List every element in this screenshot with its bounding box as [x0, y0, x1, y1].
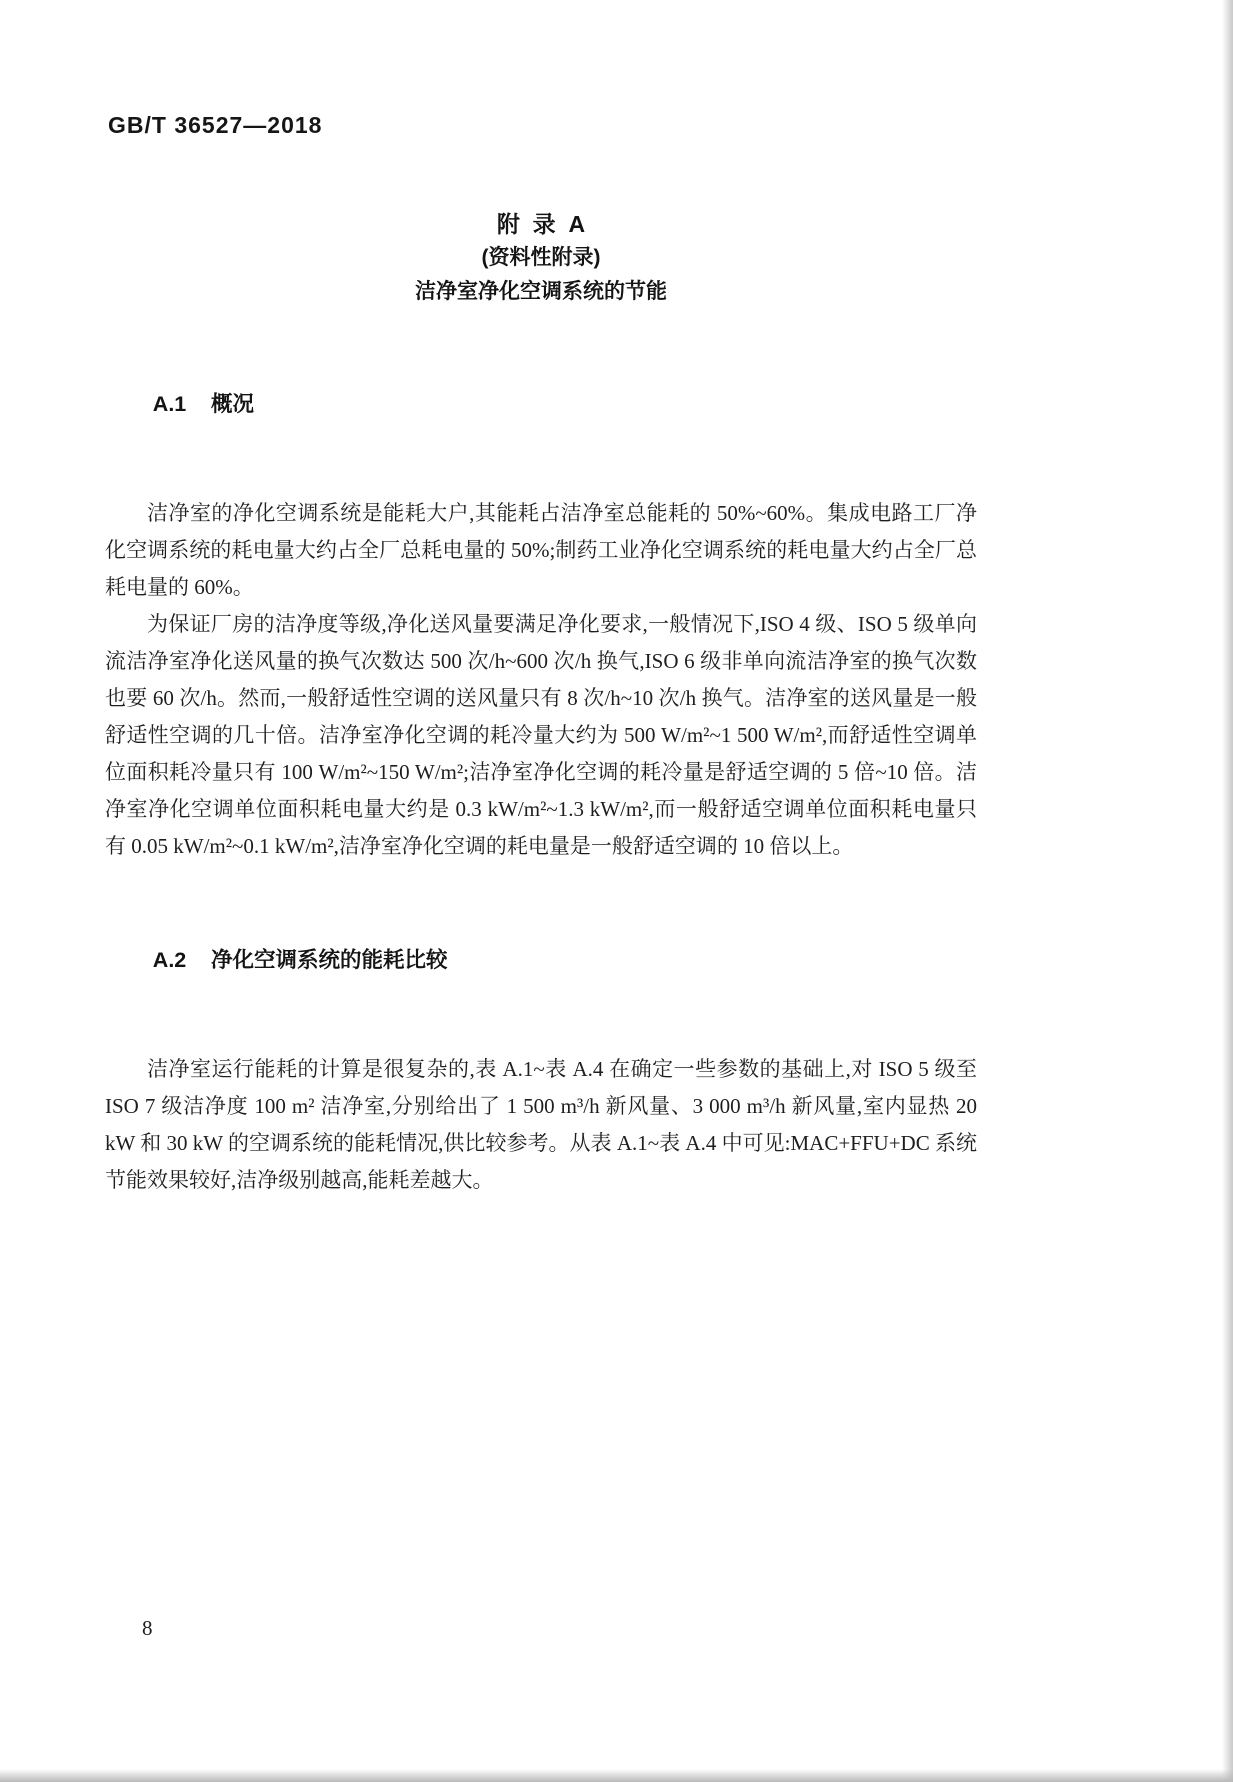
page-number: 8 [142, 1616, 153, 1640]
section-a2-number: A.2 [152, 948, 187, 972]
page-content [105, 207, 983, 1199]
section-a2 [105, 915, 983, 1199]
appendix-name: 洁净室净化空调系统的节能 [415, 280, 667, 303]
standard-number-header: GB/T 36527—2018 [108, 112, 323, 138]
section-a2-heading [105, 915, 977, 1005]
section-a1 [105, 359, 977, 865]
appendix-title-block [105, 207, 977, 309]
section-a2-paragraph-1: 洁净室运行能耗的计算是很复杂的,表 A.1~表 A.4 在确定一些参数的基础上,对 ISO 5 级至 ISO 7 级洁净度 100 m² 洁净室,分别给出了 1 500 m³/h 新风量、3 000 m³/h 新风量,室内显热 20 kW 和 30 kW 的空调系统的能耗情况,供比较参考。从表 A.1~表 A.4 中可见:MAC+FFU+DC 系统节能效果较好,洁净级别越高,能耗差越大。 [105, 1057, 983, 1192]
scan-edge-right [1222, 0, 1233, 1782]
section-a2-title: 净化空调系统的能耗比较 [210, 948, 448, 972]
section-a1-heading [105, 359, 977, 449]
scan-edge-bottom [0, 1769, 1233, 1782]
section-a1-title: 概况 [210, 392, 254, 416]
appendix-title: 附 录 A [496, 211, 586, 237]
section-a1-number: A.1 [152, 392, 187, 416]
section-a1-paragraph-2: 为保证厂房的洁净度等级,净化送风量要满足净化要求,一般情况下,ISO 4 级、ISO 5 级单向流洁净室净化送风量的换气次数达 500 次/h~600 次/h 换气,ISO 6 级非单向流洁净室的换气次数也要 60 次/h。然而,一般舒适性空调的送风量只有 8 次/h~10 次/h 换气。洁净室的送风量是一般舒适性空调的几十倍。洁净室净化空调的耗冷量大约为 500 W/m²~1 500 W/m²,而舒适性空调单位面积耗冷量只有 100 W/m²~150 W/m²;洁净室净化空调的耗冷量是舒适空调的 5 倍~10 倍。洁净室净化空调单位面积耗电量大约是 0.3 kW/m²~1.3 kW/m²,而一般舒适空调单位面积耗电量只有 0.05 kW/m²~0.1 kW/m²,洁净室净化空调的耗电量是一般舒适空调的 10 倍以上。 [105, 612, 977, 858]
appendix-subtitle: (资料性附录) [481, 246, 601, 269]
section-a1-paragraph-1: 洁净室的净化空调系统是能耗大户,其能耗占洁净室总能耗的 50%~60%。集成电路工厂净化空调系统的耗电量大约占全厂总耗电量的 50%;制药工业净化空调系统的耗电量大约占全厂总耗电量的 60%。 [105, 501, 977, 599]
